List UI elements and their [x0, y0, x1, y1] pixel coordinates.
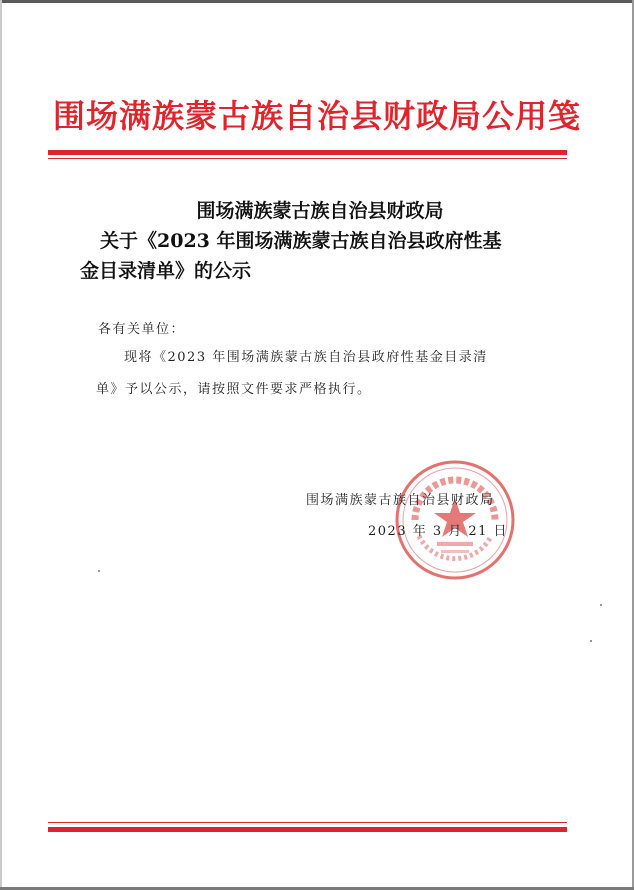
body-paragraph-line-2: 单》予以公示，请按照文件要求严格执行。 — [96, 382, 372, 397]
footer-rule-thick — [48, 827, 567, 832]
notice-title-line-1: 围场满族蒙古族自治县财政局 — [196, 200, 444, 222]
letterhead-rule-thick — [48, 150, 567, 155]
signature-organization: 围场满族蒙古族自治县财政局 — [306, 493, 495, 508]
letterhead-title: 围场满族蒙古族自治县财政局公用笺 — [52, 97, 581, 135]
signature-date: 2023 年 3 月 21 日 — [368, 524, 509, 539]
notice-title — [80, 196, 560, 286]
scan-speck — [98, 570, 100, 572]
scan-speck — [600, 604, 602, 606]
salutation: 各有关单位： — [98, 322, 186, 337]
notice-title-line-3: 金目录清单》的公示 — [80, 260, 252, 282]
footer-rule-thin — [48, 822, 567, 823]
letterhead-rule-thin — [48, 158, 567, 159]
body-paragraph-line-1: 现将《2023 年围场满族蒙古族自治县政府性基金目录清 — [124, 350, 488, 365]
scan-edge-top — [0, 0, 634, 3]
notice-title-line-2: 关于《2023 年围场满族蒙古族自治县政府性基 — [100, 230, 502, 252]
scan-speck — [590, 640, 592, 642]
